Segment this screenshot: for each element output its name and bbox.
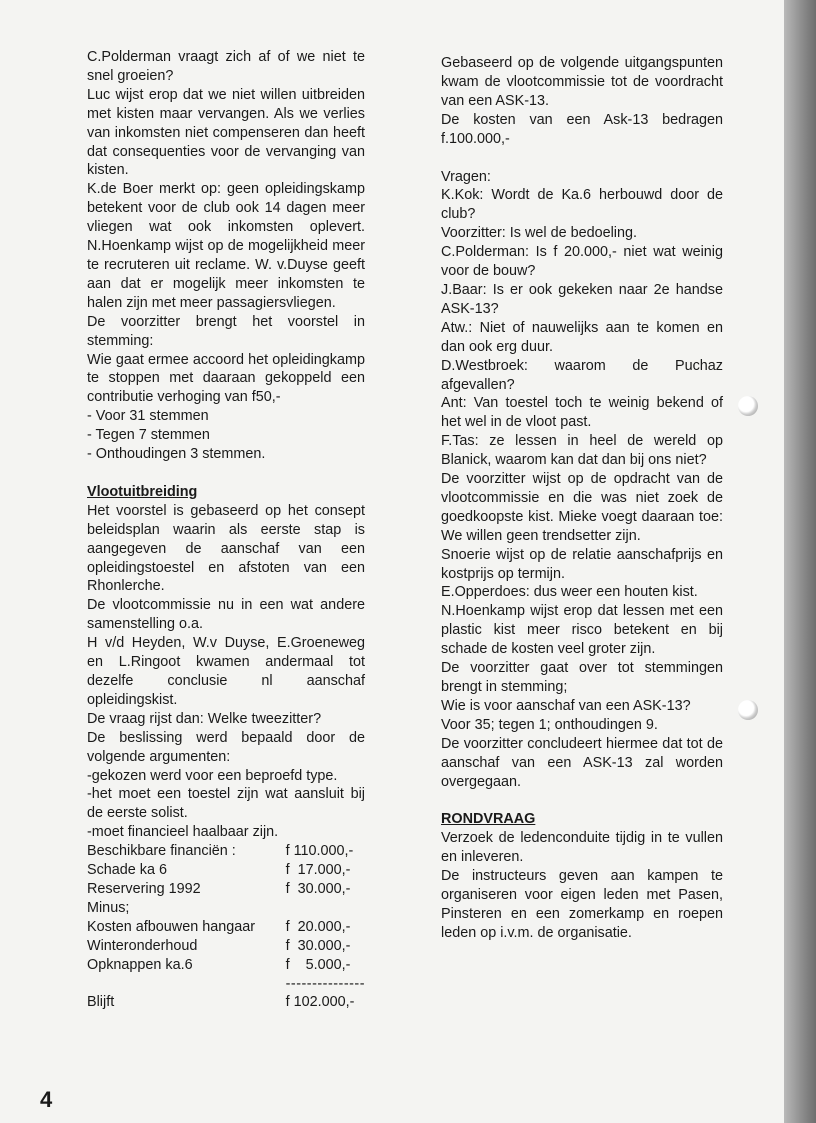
argument-line: -het moet een toestel zijn wat aansluit bij de eerste solist. (87, 786, 365, 822)
table-row (87, 937, 365, 956)
table-row (87, 842, 365, 861)
section-heading-rondvraag: RONDVRAAG (441, 811, 536, 828)
right-column (441, 54, 723, 943)
question-line: K.Kok: Wordt de Ka.6 herbouwd door de club? (441, 187, 723, 223)
budget-amount: f 20.000,- (285, 918, 351, 935)
question-line: Ant: Van toestel toch te weinig bekend of het wel in de vloot past. (441, 395, 723, 431)
paragraph: De kosten van een Ask-13 bedragen f.100.000,- (441, 111, 723, 147)
questions-title: Vragen: (441, 168, 491, 185)
budget-amount: f 30.000,- (285, 880, 351, 897)
paragraph: K.de Boer merkt op: geen opleidingskamp betekent voor de club ook 14 dagen meer vliegen wat ook inkomsten oplevert. N.Hoenkamp wijst op de mogelijkheid meer te recruteren uit reclame. W. v.Duyse geeft aan dat er mogelijk meer inkomsten te halen zijn met meer passagiersvliegen. (87, 181, 365, 311)
question-line: Snoerie wijst op de relatie aanschafprijs en kostprijs op termijn. (441, 546, 723, 582)
question-line: D.Westbroek: waarom de Puchaz afgevallen? (441, 357, 723, 393)
paragraph: De vlootcommissie nu in een wat andere samenstelling o.a. (87, 597, 365, 633)
question-line: Wie is voor aanschaf van een ASK-13? (441, 697, 691, 714)
page-number: 4 (40, 1087, 53, 1112)
paragraph: Luc wijst erop dat we niet willen uitbreiden met kisten maar vervangen. Als we verlies van inkomsten niet compenseren dan heeft dat consequenties voor de vervanging van kisten. (87, 86, 365, 179)
vote-line: - Tegen 7 stemmen (87, 427, 210, 444)
question-line: F.Tas: ze lessen in heel de wereld op Blanick, waarom kan dat dan bij ons niet? (441, 433, 723, 469)
table-row (87, 880, 365, 899)
budget-amount: f 17.000,- (285, 862, 351, 879)
table-row (87, 899, 365, 918)
budget-label: Beschikbare financiën : (87, 843, 236, 860)
paragraph: De vraag rijst dan: Welke tweezitter? (87, 710, 322, 727)
budget-label: Opknappen ka.6 (87, 956, 193, 973)
paragraph: Wie gaat ermee accoord het opleidingkamp te stoppen met daaraan gekoppeld een contributie verhoging van f50,- (87, 351, 365, 406)
budget-total-amount: f 102.000,- (285, 994, 355, 1011)
paragraph: Verzoek de ledenconduite tijdig in te vullen en inleveren. (441, 830, 723, 866)
budget-label: Winteronderhoud (87, 937, 198, 954)
budget-label: Reservering 1992 (87, 880, 201, 897)
paragraph: De beslissing werd bepaald door de volgende argumenten: (87, 729, 365, 765)
budget-label: Minus; (87, 899, 130, 916)
left-column (87, 48, 365, 1012)
budget-amount: f 30.000,- (285, 937, 351, 954)
page-edge-shadow (784, 0, 816, 1123)
budget-table (87, 842, 365, 1012)
question-line: De voorzitter gaat over tot stemmingen brengt in stemming; (441, 660, 723, 695)
punch-hole-icon (738, 396, 758, 416)
table-row (87, 918, 365, 937)
vote-line: - Onthoudingen 3 stemmen. (87, 446, 266, 463)
argument-line: -moet financieel haalbaar zijn. (87, 824, 279, 841)
question-line: J.Baar: Is er ook gekeken naar 2e handse ASK-13? (441, 281, 723, 317)
budget-label: Kosten afbouwen hangaar (87, 918, 256, 935)
table-row (87, 975, 365, 994)
question-line: E.Opperdoes: dus weer een houten kist. (441, 584, 698, 601)
question-line: De voorzitter wijst op de opdracht van de vlootcommissie en die was niet zoek de goedkoopste kist. Mieke voegt daaraan toe: We willen geen trendsetter zijn. (441, 471, 723, 544)
question-line: N.Hoenkamp wijst erop dat lessen met een plastic kist meer risco betekent en bij schade de kosten veel groter zijn. (441, 603, 723, 658)
paragraph: Het voorstel is gebaseerd op het consept beleidsplan waarin als eerste stap is aangegeven de aanschaf van een opleidingstoestel en afstoten van een Rhonlerche. (87, 502, 365, 595)
sum-rule: --------------- (285, 975, 365, 992)
question-line: Voor 35; tegen 1; onthoudingen 9. (441, 716, 658, 733)
budget-amount: f 110.000,- (285, 843, 354, 860)
question-line: De voorzitter concludeert hiermee dat tot de aanschaf van een ASK-13 zal worden overgegaan. (441, 735, 723, 790)
budget-total-label: Blijft (87, 994, 115, 1011)
budget-amount: f 5.000,- (285, 956, 351, 973)
paragraph: De voorzitter brengt het voorstel in stemming: (87, 313, 365, 349)
question-line: Atw.: Niet of nauwelijks aan te komen en dan ook erg duur. (441, 319, 723, 355)
budget-label: Schade ka 6 (87, 862, 168, 879)
paragraph: De instructeurs geven aan kampen te organiseren voor eigen leden met Pasen, Pinsteren en een zomerkamp en roepen leden op i.v.m. de organisatie. (441, 868, 723, 941)
paragraph: C.Polderman vraagt zich af of we niet te snel groeien? (87, 49, 365, 84)
vote-line: - Voor 31 stemmen (87, 408, 209, 425)
section-heading-vlootuitbreiding: Vlootuitbreiding (87, 483, 198, 500)
paragraph: H v/d Heyden, W.v Duyse, E.Groeneweg en L.Ringoot kwamen andermaal tot dezelfe conclusie nl aanschaf opleidingskist. (87, 635, 365, 708)
table-row (87, 861, 365, 880)
table-row (87, 993, 365, 1012)
question-line: Voorzitter: Is wel de bedoeling. (441, 225, 637, 242)
paragraph: Gebaseerd op de volgende uitgangspunten kwam de vlootcommissie tot de voordracht van een ASK-13. (441, 55, 723, 109)
argument-line: -gekozen werd voor een beproefd type. (87, 767, 338, 784)
punch-hole-icon (738, 700, 758, 720)
question-line: C.Polderman: Is f 20.000,- niet wat weinig voor de bouw? (441, 244, 723, 280)
table-row (87, 956, 365, 975)
